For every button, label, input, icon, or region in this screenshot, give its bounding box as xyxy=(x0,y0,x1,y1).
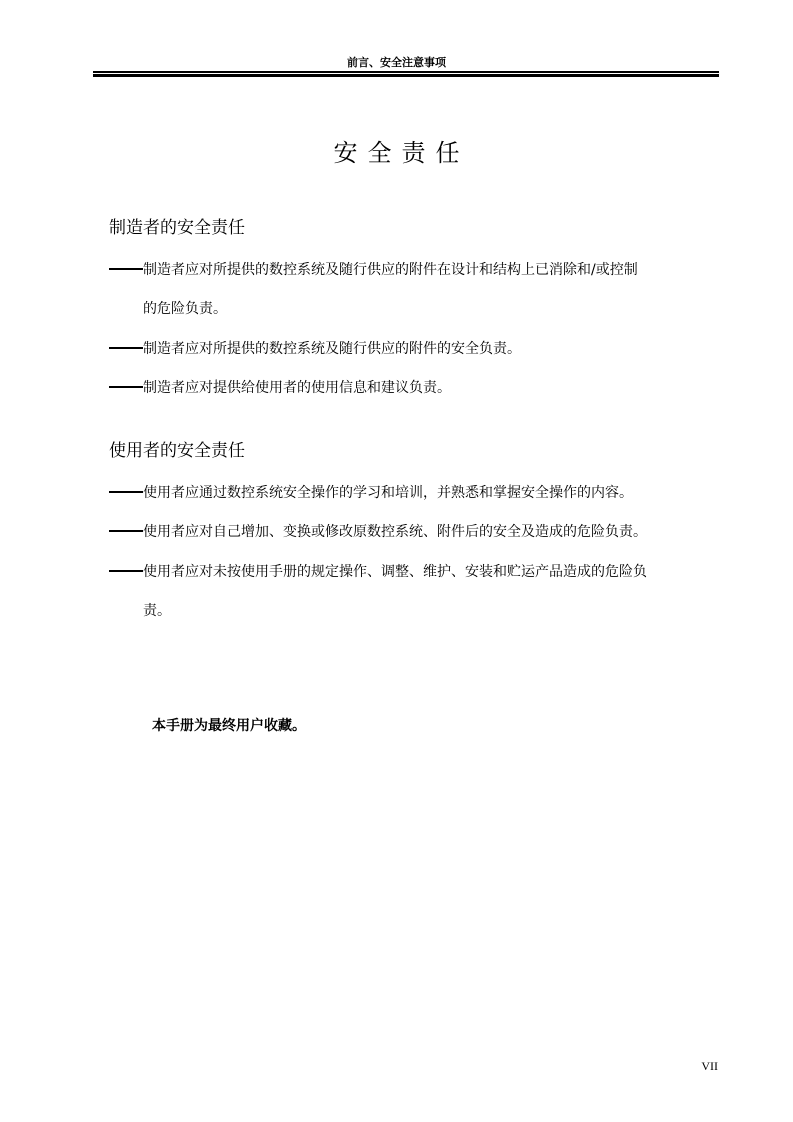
user-section-heading: 使用者的安全责任 xyxy=(109,441,245,461)
user-item-3-continuation: 责。 xyxy=(143,603,171,619)
header-rule-thick xyxy=(93,74,719,77)
em-dash xyxy=(109,530,143,532)
manufacturer-item-1 xyxy=(109,259,721,281)
user-item-2 xyxy=(109,521,721,543)
em-dash xyxy=(109,386,143,388)
manufacturer-item-3-text: 制造者应对提供给使用者的使用信息和建议负责。 xyxy=(143,380,451,396)
user-item-3 xyxy=(109,561,721,583)
end-user-note: 本手册为最终用户收藏。 xyxy=(152,718,306,734)
user-item-2-text: 使用者应对自己增加、变换或修改原数控系统、附件后的安全及造成的危险负责。 xyxy=(143,524,647,540)
page-number: VII xyxy=(701,1059,718,1073)
em-dash xyxy=(109,491,143,493)
manufacturer-item-2 xyxy=(109,338,721,360)
running-header: 前言、安全注意事项 xyxy=(347,56,446,69)
em-dash xyxy=(109,570,143,572)
user-item-1 xyxy=(109,482,721,504)
em-dash xyxy=(109,347,143,349)
manufacturer-item-3 xyxy=(109,377,721,399)
manufacturer-item-2-text: 制造者应对所提供的数控系统及随行供应的附件的安全负责。 xyxy=(143,341,521,357)
manufacturer-item-1-text: 制造者应对所提供的数控系统及随行供应的附件在设计和结构上已消除和/或控制 xyxy=(143,262,638,278)
manufacturer-item-1-continuation: 的危险负责。 xyxy=(143,301,227,317)
user-item-1-text: 使用者应通过数控系统安全操作的学习和培训，并熟悉和掌握安全操作的内容。 xyxy=(143,485,633,501)
page-title: 安全责任 xyxy=(333,139,470,167)
em-dash xyxy=(109,268,143,270)
user-item-3-text: 使用者应对未按使用手册的规定操作、调整、维护、安装和贮运产品造成的危险负 xyxy=(143,564,647,580)
manufacturer-section-heading: 制造者的安全责任 xyxy=(109,218,245,238)
header-rule-thin xyxy=(93,71,719,73)
